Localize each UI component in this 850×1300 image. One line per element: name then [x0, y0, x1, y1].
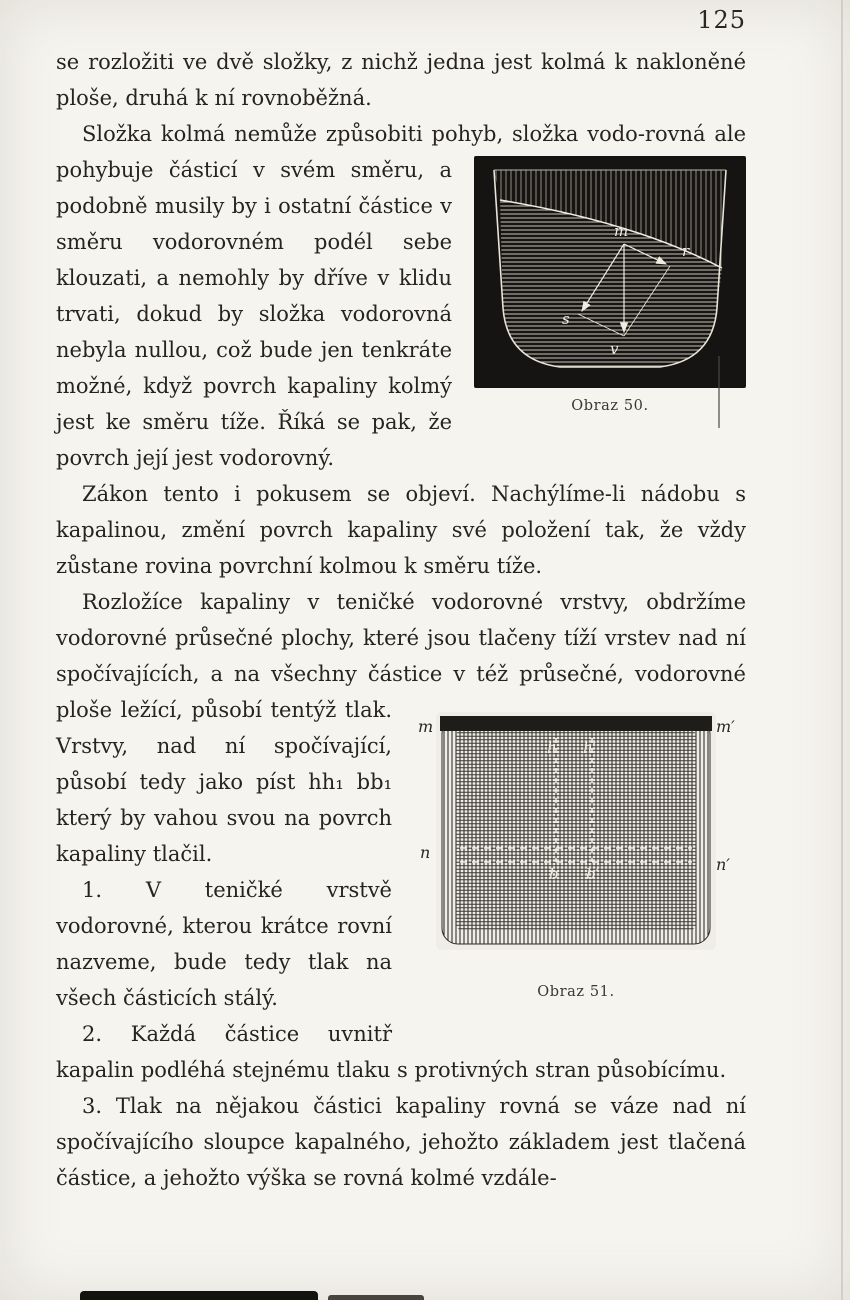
fig51-liquid-hatching: [456, 730, 696, 930]
fig50-caption: Obraz 50.: [571, 398, 649, 414]
text-block: [56, 44, 746, 1196]
paragraph-1-text: se rozložiti ve dvě složky, z nichž jedna jest kolmá k nakloněné ploše, druhá k ní rovnoběžná.: [56, 50, 746, 110]
scan-artifact-line: [718, 356, 720, 428]
paragraph-3-text: Zákon tento i pokusem se objeví. Nachýlíme-li nádobu s kapalinou, změní povrch kapaliny své položení tak, že vždy zůstane rovina povrchní kolmou k směru tíže.: [56, 482, 746, 578]
figure-obraz-50-engraving: [474, 156, 746, 388]
fig51-label-n-prime: n′: [716, 855, 730, 874]
paragraph-2-text-b: rovná ale pohybuje částicí v svém směru, a podobně musily by i ostatní částice v směru vodorovném podél sebe klouzati, a nemohly by dříve v klidu trvati, dokud by složka vodorovná nebyla nullou, což bude jen tenkráte možné, když povrch kapaliny kolmý jest ke směru tíže. Říká se pak, že povrch její jest vodorovný.: [56, 122, 747, 470]
figure-obraz-50: [474, 156, 746, 415]
paragraph-7-text: 3. Tlak na nějakou částici kapaliny rovná se váze nad ní spočívajícího sloupce kapalného, jehožto základem jest tlačená částice, a jehožto výška se rovná kolmé vzdále-: [56, 1094, 746, 1190]
fig50-label-r: r: [682, 242, 690, 260]
fig51-label-b: b: [549, 865, 559, 883]
paragraph-5-text: 1. V teničké vrstvě vodorovné, kterou krátce rovní nazveme, bude tedy tlak na všech částicích stálý.: [56, 878, 392, 1010]
paragraph-4-text-b: průsečné, vodorovné ploše ležící, působí tentýž tlak. Vrstvy, nad ní spočívající, působí tedy jako píst hh₁ bb₁ který by vahou svou na povrch kapaliny tlačil.: [56, 662, 746, 866]
paragraph-2: [56, 116, 746, 476]
fig51-label-m: m: [418, 717, 434, 736]
paragraph-3: [56, 476, 746, 584]
paragraph-6-text: 2. Každá částice uvnitř kapalin podléhá stejnému tlaku s protivných stran působícímu.: [56, 1022, 727, 1082]
page-number: 125: [697, 6, 746, 34]
paragraph-4-text-a: Rozložíce kapaliny v teničké vodorovné vrstvy, obdržíme vodorovné průsečné plochy, které jsou tlačeny tíží vrstev nad ní spočívajících, a na všechny částice v též: [56, 590, 746, 686]
scan-smudge-left: [80, 1291, 318, 1300]
paragraph-2-text-a: Složka kolmá nemůže způsobiti pohyb, složka vodo-: [82, 122, 645, 146]
paragraph-7: [56, 1088, 746, 1196]
fig51-caption: Obraz 51.: [537, 984, 615, 1000]
fig50-label-s: s: [562, 310, 570, 328]
page-edge-shadow: [841, 0, 843, 1300]
fig51-label-h: h: [547, 739, 557, 757]
fig51-label-h-prime: h′: [583, 739, 597, 757]
fig51-label-b-prime: b′: [586, 865, 600, 883]
figure-obraz-51-engraving: [406, 696, 746, 974]
figure-obraz-51: [406, 696, 746, 1001]
paragraph-1: [56, 44, 746, 116]
paragraph-6: [56, 1016, 746, 1088]
fig51-label-n: n: [420, 843, 431, 862]
fig50-label-v: v: [610, 340, 619, 358]
fig50-label-m: m: [614, 222, 629, 240]
fig51-label-m-prime: m′: [716, 717, 735, 736]
fig51-surface-band: [440, 716, 712, 731]
scan-smudge-right: [328, 1295, 424, 1300]
